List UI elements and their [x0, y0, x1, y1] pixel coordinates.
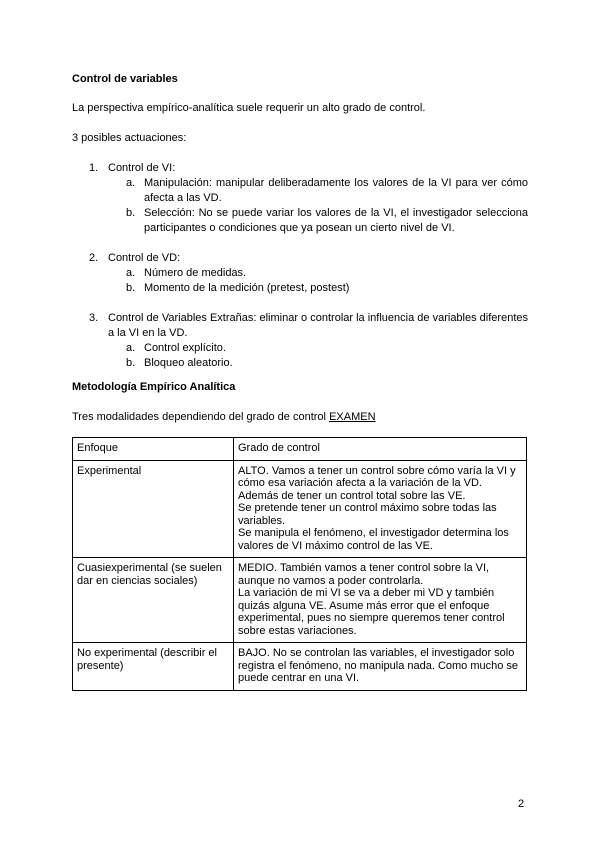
list-number: 1.: [89, 162, 99, 174]
cell-line: Se manipula el fenómeno, el investigador determina los valores de VI máximo control de las VE.: [238, 527, 509, 552]
table-cell-enfoque: Cuasiexperimental (se suelen dar en ciencias sociales): [73, 558, 234, 643]
cell-line: La variación de mi VI se va a deber mi VD y también quizás alguna VE. Asume más error que el enfoque experimental, pues no siempre queremos tener control sobre estas variaciones.: [238, 587, 505, 637]
list-number: 2.: [89, 252, 99, 264]
sub-letter: b.: [126, 357, 136, 369]
sub-list-item: [72, 266, 528, 281]
sub-letter: b.: [126, 282, 136, 294]
list-item: [72, 311, 528, 341]
intro-paragraph: La perspectiva empírico-analítica suele requerir un alto grado de control.: [72, 102, 426, 114]
table-row: [73, 643, 527, 691]
cell-line: Se pretende tener un control máximo sobre todas las variables.: [238, 502, 497, 527]
table-row: [73, 558, 527, 643]
section-title-metodologia: Metodología Empírico Analítica: [72, 381, 236, 393]
sub-list-item: [72, 176, 528, 206]
list-number: 3.: [89, 312, 99, 324]
table-cell-grado: [234, 643, 527, 691]
table-lead-text: Tres modalidades dependiendo del grado de control: [72, 411, 326, 423]
list-item: [72, 251, 528, 266]
page-number: 2: [518, 798, 525, 810]
table-header-row: [73, 438, 527, 461]
sub-item-text: Momento de la medición (pretest, postest): [144, 282, 350, 294]
list-item-label: Control de Variables Extrañas: eliminar o controlar la influencia de variables diferentes a la VI en la VD.: [108, 312, 528, 339]
table-cell-grado: [234, 460, 527, 558]
sub-letter: a.: [126, 342, 136, 354]
table-row: [73, 460, 527, 558]
sub-item-text: Manipulación: manipular deliberadamente los valores de la VI para ver cómo afecta a las VD.: [144, 177, 528, 204]
lead-paragraph: 3 posibles actuaciones:: [72, 132, 187, 144]
table-header-grado: Grado de control: [234, 438, 527, 461]
cell-line: BAJO. No se controlan las variables, el investigador solo registra el fenómeno, no manipula nada. Como mucho se puede centrar en una VI.: [238, 647, 519, 684]
sub-list-item: [72, 281, 528, 296]
sub-list-item: [72, 356, 528, 371]
sub-list-item: [72, 206, 528, 236]
list-item-label: Control de VI:: [108, 162, 176, 174]
table-cell-enfoque: Experimental: [73, 460, 234, 558]
control-table: [72, 437, 527, 691]
table-header-enfoque: Enfoque: [73, 438, 234, 461]
table-cell-grado: [234, 558, 527, 643]
exam-tag: EXAMEN: [329, 411, 376, 423]
cell-line: MEDIO. También vamos a tener control sobre la VI, aunque no vamos a poder controlarla.: [238, 562, 490, 587]
section-title-control-variables: Control de variables: [72, 73, 178, 85]
sub-letter: b.: [126, 207, 136, 219]
sub-item-text: Control explícito.: [144, 342, 226, 354]
actions-list: [72, 161, 528, 371]
cell-line: ALTO. Vamos a tener un control sobre cómo varía la VI y cómo esa variación afecta a la variación de la VD.: [238, 464, 516, 489]
list-item-label: Control de VD:: [108, 252, 181, 264]
sub-letter: a.: [126, 267, 136, 279]
sub-item-text: Número de medidas.: [144, 267, 247, 279]
sub-letter: a.: [126, 177, 136, 189]
sub-item-text: Bloqueo aleatorio.: [144, 357, 233, 369]
table-cell-enfoque: No experimental (describir el presente): [73, 643, 234, 691]
sub-item-text: Selección: No se puede variar los valores de la VI, el investigador selecciona participantes o condiciones que ya posean un cierto nivel de VI.: [144, 207, 528, 234]
cell-line: Además de tener un control total sobre las VE.: [238, 489, 466, 502]
sub-list-item: [72, 341, 528, 356]
list-item: [72, 161, 528, 176]
table-lead-paragraph: [72, 410, 528, 425]
